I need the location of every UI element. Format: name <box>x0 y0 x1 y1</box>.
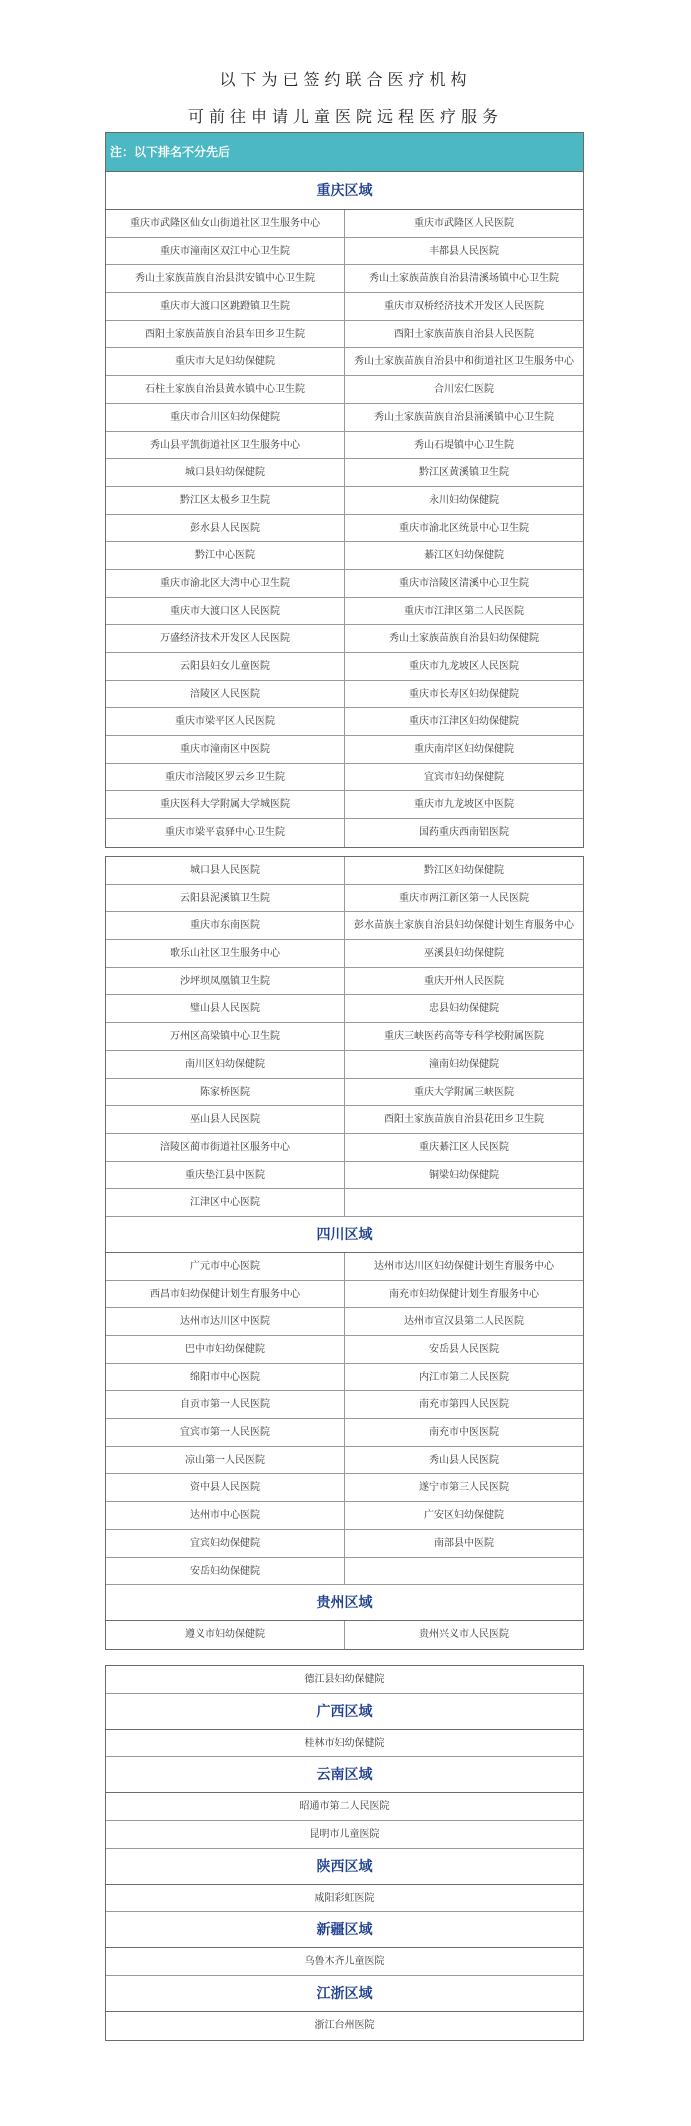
table-row <box>106 1364 583 1392</box>
hospital-name-cell: 涪陵区蔺市街道社区服务中心 <box>160 1141 290 1153</box>
hospital-name-cell: 重庆市江津区第二人民医院 <box>344 598 583 625</box>
table-row <box>106 1793 583 1821</box>
hospital-table-part-2 <box>105 856 584 1650</box>
table-row <box>106 1558 583 1586</box>
region-heading: 云南区域 <box>106 1757 583 1793</box>
hospital-name-cell: 忠县妇幼保健院 <box>344 995 583 1022</box>
hospital-name-cell: 酉阳土家族苗族自治县车田乡卫生院 <box>145 328 305 340</box>
hospital-name-cell: 达州市中心医院 <box>190 1510 260 1522</box>
hospital-name-cell: 丰都县人民医院 <box>344 238 583 265</box>
table-row <box>106 1162 583 1190</box>
region-heading: 江浙区域 <box>106 1976 583 2012</box>
hospital-name-cell: 铜梁妇幼保健院 <box>344 1162 583 1189</box>
table-row <box>106 764 583 792</box>
hospital-name-cell: 昆明市儿童医院 <box>309 1829 380 1841</box>
hospital-name-cell: 遵义市妇幼保健院 <box>185 1629 265 1641</box>
hospital-name-cell: 资中县人民医院 <box>190 1482 260 1494</box>
ranking-note: 注：以下排名不分先后 <box>106 133 583 172</box>
hospital-name-cell: 歌乐山社区卫生服务中心 <box>170 948 280 960</box>
hospital-name-cell: 南充市第四人民医院 <box>344 1391 583 1418</box>
table-row <box>106 819 583 847</box>
hospital-name-cell: 酉阳土家族苗族自治县花田乡卫生院 <box>344 1106 583 1133</box>
table-row <box>106 1134 583 1162</box>
hospital-name-cell: 内江市第二人民医院 <box>344 1364 583 1391</box>
table-row <box>106 625 583 653</box>
hospital-name-cell: 德江县妇幼保健院 <box>304 1674 385 1685</box>
hospital-name-cell: 重庆市渝北区大湾中心卫生院 <box>160 577 290 589</box>
hospital-name-cell: 秀山土家族苗族自治县清溪场镇中心卫生院 <box>344 265 583 292</box>
hospital-name-cell: 重庆市合川区妇幼保健院 <box>170 411 280 423</box>
hospital-name-cell: 重庆医科大学附属大学城医院 <box>160 799 290 811</box>
table-row <box>106 1666 583 1694</box>
hospital-name-cell: 达州市宣汉县第二人民医院 <box>344 1308 583 1335</box>
table-row <box>106 1447 583 1475</box>
region-heading: 新疆区域 <box>106 1912 583 1948</box>
hospital-name-cell: 綦江区妇幼保健院 <box>344 542 583 569</box>
hospital-name-cell: 永川妇幼保健院 <box>344 487 583 514</box>
hospital-name-cell: 黔江区太极乡卫生院 <box>180 494 270 506</box>
hospital-name-cell: 达州市达川区中医院 <box>180 1316 270 1328</box>
hospital-name-cell <box>344 1189 583 1216</box>
table-row <box>106 708 583 736</box>
table-row <box>106 348 583 376</box>
region-heading: 陕西区域 <box>106 1849 583 1885</box>
hospital-name-cell: 重庆市九龙坡区中医院 <box>344 791 583 818</box>
table-row <box>106 1308 583 1336</box>
table-row <box>106 940 583 968</box>
hospital-name-cell: 桂林市妇幼保健院 <box>304 1737 385 1749</box>
hospital-name-cell: 遂宁市第三人民医院 <box>344 1474 583 1501</box>
hospital-name-cell: 重庆垫江县中医院 <box>185 1169 265 1181</box>
page-subtitle: 可前往申请儿童医院远程医疗服务 <box>187 107 503 126</box>
hospital-name-cell: 重庆市渝北区统景中心卫生院 <box>344 515 583 542</box>
table-row <box>106 376 583 404</box>
page-title: 以下为已签约联合医疗机构 <box>219 70 472 89</box>
hospital-name-cell: 陈家桥医院 <box>200 1086 250 1098</box>
hospital-name-cell: 安岳妇幼保健院 <box>190 1565 260 1577</box>
table-row <box>106 995 583 1023</box>
table-row <box>106 912 583 940</box>
hospital-name-cell: 潼南妇幼保健院 <box>344 1051 583 1078</box>
table-row <box>106 570 583 598</box>
hospital-name-cell: 南川区妇幼保健院 <box>185 1058 265 1070</box>
hospital-name-cell: 宜宾市妇幼保健院 <box>344 764 583 791</box>
hospital-name-cell: 秀山土家族苗族自治县妇幼保健院 <box>344 625 583 652</box>
hospital-name-cell: 重庆市梁平区人民医院 <box>175 716 275 728</box>
table-row <box>106 1502 583 1530</box>
table-row <box>106 1051 583 1079</box>
hospital-name-cell: 重庆市梁平袁驿中心卫生院 <box>165 827 285 839</box>
table-row <box>106 293 583 321</box>
hospital-name-cell: 宜宾市第一人民医院 <box>180 1427 270 1439</box>
hospital-name-cell: 重庆市东南医院 <box>190 920 260 932</box>
table-row <box>106 1948 583 1976</box>
hospital-name-cell: 巴中市妇幼保健院 <box>185 1344 265 1355</box>
hospital-name-cell: 云阳县妇女儿童医院 <box>180 661 270 672</box>
hospital-name-cell: 重庆南岸区妇幼保健院 <box>344 736 583 763</box>
table-row <box>106 1391 583 1419</box>
table-row <box>106 1106 583 1134</box>
hospital-table-part-1 <box>105 132 584 848</box>
hospital-name-cell: 达州市达川区妇幼保健计划生育服务中心 <box>344 1253 583 1280</box>
region-heading: 四川区域 <box>106 1217 583 1253</box>
hospital-name-cell: 彭水苗族土家族自治县妇幼保健计划生育服务中心 <box>344 912 583 939</box>
hospital-name-cell: 南充市妇幼保健计划生育服务中心 <box>344 1281 583 1308</box>
table-row <box>106 1474 583 1502</box>
table-row <box>106 1530 583 1558</box>
hospital-name-cell: 宜宾妇幼保健院 <box>190 1537 260 1549</box>
table-row <box>106 1821 583 1849</box>
hospital-name-cell: 自贡市第一人民医院 <box>180 1399 270 1411</box>
table-row <box>106 321 583 349</box>
hospital-name-cell: 重庆市大渡口区跳蹬镇卫生院 <box>160 301 290 313</box>
hospital-name-cell: 云阳县泥溪镇卫生院 <box>180 892 270 904</box>
table-row <box>106 1281 583 1309</box>
table-row <box>106 736 583 764</box>
hospital-name-cell: 秀山石堤镇中心卫生院 <box>344 432 583 459</box>
hospital-name-cell: 咸阳彩虹医院 <box>314 1892 375 1904</box>
table-row <box>106 1730 583 1758</box>
hospital-name-cell: 广元市中心医院 <box>190 1260 260 1272</box>
hospital-name-cell: 秀山土家族苗族自治县洪安镇中心卫生院 <box>135 273 315 285</box>
hospital-name-cell: 广安区妇幼保健院 <box>344 1502 583 1529</box>
hospital-name-cell: 黔江区黄溪镇卫生院 <box>344 459 583 486</box>
hospital-name-cell: 石柱土家族自治县黄水镇中心卫生院 <box>145 384 305 396</box>
hospital-name-cell: 重庆市武隆区仙女山街道社区卫生服务中心 <box>130 218 320 229</box>
table-row <box>106 459 583 487</box>
table-row <box>106 653 583 681</box>
hospital-name-cell: 黔江中心医院 <box>195 550 255 562</box>
hospital-name-cell: 巫山县人民医院 <box>190 1114 260 1126</box>
hospital-name-cell: 秀山土家族苗族自治县涌溪镇中心卫生院 <box>344 404 583 431</box>
hospital-name-cell: 贵州兴义市人民医院 <box>344 1621 583 1649</box>
table-row <box>106 598 583 626</box>
hospital-name-cell: 合川宏仁医院 <box>344 376 583 403</box>
table-row <box>106 432 583 460</box>
table-row <box>106 885 583 913</box>
hospital-name-cell: 重庆市双桥经济技术开发区人民医院 <box>344 293 583 320</box>
region-heading: 贵州区域 <box>106 1585 583 1621</box>
hospital-name-cell: 重庆市九龙坡区人民医院 <box>344 653 583 680</box>
hospital-name-cell: 浙江台州医院 <box>314 2020 375 2032</box>
hospital-name-cell: 重庆市大足妇幼保健院 <box>175 356 275 368</box>
table-row <box>106 1023 583 1051</box>
hospital-name-cell: 重庆市武隆区人民医院 <box>344 210 583 237</box>
table-row <box>106 238 583 266</box>
hospital-name-cell: 重庆市潼南区双江中心卫生院 <box>160 245 290 257</box>
hospital-name-cell: 沙坪坝凤凰镇卫生院 <box>180 975 270 987</box>
table-row <box>106 857 583 885</box>
hospital-name-cell: 江津区中心医院 <box>190 1197 260 1209</box>
hospital-name-cell: 重庆三峡医药高等专科学校附属医院 <box>344 1023 583 1050</box>
table-row <box>106 1885 583 1913</box>
hospital-name-cell: 城口县人民医院 <box>190 865 260 876</box>
hospital-name-cell: 万州区高梁镇中心卫生院 <box>170 1031 280 1043</box>
table-row <box>106 515 583 543</box>
hospital-name-cell: 乌鲁木齐儿童医院 <box>304 1956 385 1968</box>
table-row <box>106 487 583 515</box>
table-row <box>106 1253 583 1281</box>
hospital-name-cell: 黔江区妇幼保健院 <box>344 857 583 884</box>
hospital-name-cell: 秀山县人民医院 <box>344 1447 583 1474</box>
hospital-table-part-3 <box>105 1665 584 2041</box>
hospital-name-cell: 国药重庆西南铝医院 <box>344 819 583 847</box>
hospital-name-cell: 南充市中医医院 <box>344 1419 583 1446</box>
hospital-name-cell: 安岳县人民医院 <box>344 1336 583 1363</box>
table-row <box>106 968 583 996</box>
hospital-name-cell: 重庆市两江新区第一人民医院 <box>344 885 583 912</box>
hospital-name-cell: 重庆市涪陵区罗云乡卫生院 <box>165 771 285 783</box>
table-row <box>106 210 583 238</box>
table-row <box>106 791 583 819</box>
table-row <box>106 2012 583 2040</box>
table-row <box>106 1336 583 1364</box>
hospital-name-cell: 西昌市妇幼保健计划生育服务中心 <box>150 1288 300 1300</box>
hospital-name-cell: 酉阳土家族苗族自治县人民医院 <box>344 321 583 348</box>
hospital-name-cell: 秀山土家族苗族自治县中和街道社区卫生服务中心 <box>344 348 583 375</box>
hospital-name-cell: 重庆市长寿区妇幼保健院 <box>344 681 583 708</box>
hospital-name-cell: 璧山县人民医院 <box>190 1003 260 1015</box>
hospital-name-cell: 昭通市第二人民医院 <box>299 1801 390 1813</box>
hospital-name-cell: 秀山县平凯街道社区卫生服务中心 <box>150 439 300 451</box>
table-row <box>106 1419 583 1447</box>
hospital-name-cell: 重庆市涪陵区清溪中心卫生院 <box>344 570 583 597</box>
table-row <box>106 681 583 709</box>
hospital-name-cell: 重庆市潼南区中医院 <box>180 744 270 756</box>
table-row <box>106 1189 583 1217</box>
hospital-name-cell: 涪陵区人民医院 <box>190 688 260 700</box>
table-row <box>106 1621 583 1649</box>
region-heading: 重庆区域 <box>106 172 583 210</box>
hospital-name-cell: 重庆市江津区妇幼保健院 <box>344 708 583 735</box>
hospital-name-cell <box>344 1558 583 1585</box>
hospital-name-cell: 巫溪县妇幼保健院 <box>344 940 583 967</box>
hospital-name-cell: 城口县妇幼保健院 <box>185 467 265 479</box>
hospital-name-cell: 南部县中医院 <box>344 1530 583 1557</box>
hospital-name-cell: 万盛经济技术开发区人民医院 <box>160 633 290 645</box>
hospital-name-cell: 重庆大学附属三峡医院 <box>344 1079 583 1106</box>
hospital-name-cell: 绵阳市中心医院 <box>190 1371 260 1383</box>
hospital-name-cell: 重庆开州人民医院 <box>344 968 583 995</box>
table-row <box>106 542 583 570</box>
hospital-name-cell: 重庆綦江区人民医院 <box>344 1134 583 1161</box>
hospital-name-cell: 彭水县人民医院 <box>190 522 260 534</box>
table-row <box>106 404 583 432</box>
table-row <box>106 265 583 293</box>
table-row <box>106 1079 583 1107</box>
hospital-name-cell: 凉山第一人民医院 <box>185 1454 265 1466</box>
region-heading: 广西区域 <box>106 1694 583 1730</box>
hospital-name-cell: 重庆市大渡口区人民医院 <box>170 605 280 617</box>
